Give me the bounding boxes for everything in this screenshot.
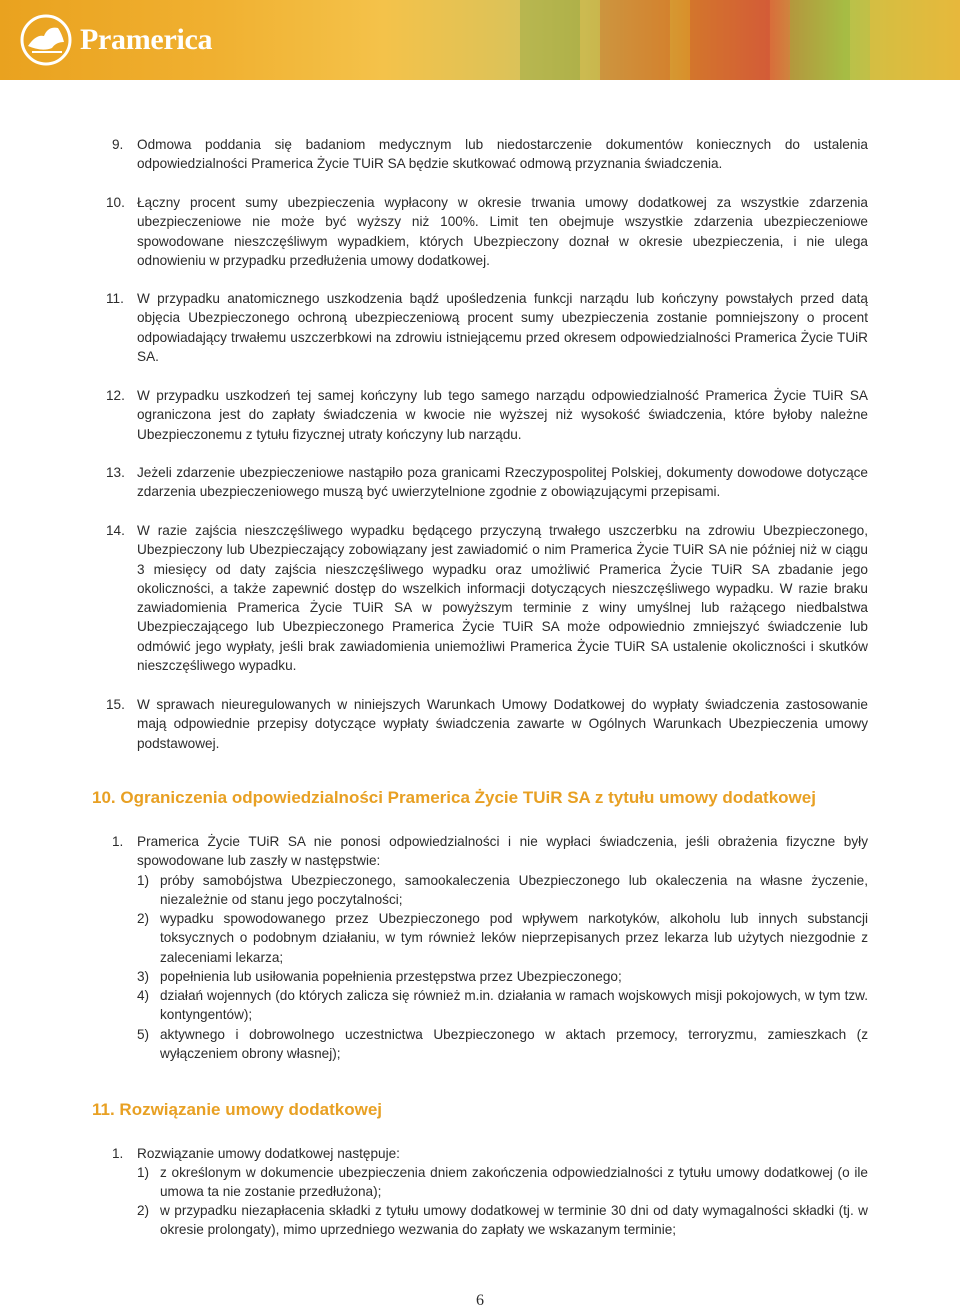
rock-of-gibraltar-icon [18, 12, 74, 68]
banner-decoration [690, 0, 770, 80]
paragraph: W razie zajścia nieszczęśliwego wypadku będącego przyczyną trwałego uszczerbku na zdrowiu Ubezpieczonego, Ubezpieczony lub Ubezpieczający zobowiązany jest zawiadomić o nim Pramerica Życie TUiR SA nie później niż w ciągu 3 miesięcy od daty zajścia nieszczęśliwego wypadku oraz umożliwić Pramerica Życie TUiR SA zbadanie jego okoliczności, a także zapewnić dostęp do wszelkich informacji dotyczących nieszczęśliwego wypadku. W razie braku zawiadomienia Pramerica Życie TUiR SA w powyższym terminie z winy umyślnej lub rażącego niedbalstwa Ubezpieczającego lub Ubezpieczonego Pramerica Życie TUiR SA może odpowiednio zmniejszyć świadczenie lub odmówić jego wypłaty, jeśli brak zawiadomienia uniemożliwi Pramerica Życie TUiR SA ustalenie okoliczności i skutków nieszczęśliwego wypadku. [137, 523, 868, 674]
paragraph: Pramerica Życie TUiR SA nie ponosi odpowiedzialności i nie wypłaci świadczenia, jeśli obrażenia fizyczne były spowodowane lub zaszły w następstwie: [137, 834, 868, 869]
sub-item-number: 1) [137, 873, 150, 888]
item-number: 12. [106, 388, 125, 403]
logo[interactable] [18, 10, 212, 70]
sub-item: w przypadku niezapłacenia składki z tytułu umowy dodatkowej w terminie 30 dni od daty wymagalności składki (tj. w okresie prolongaty), mimo uprzedniego wezwania do zapłaty we wskazanym terminie; [160, 1203, 868, 1238]
banner-decoration [600, 0, 670, 80]
item-number: 14. [106, 523, 125, 538]
banner-decoration [790, 0, 850, 80]
paragraph: W przypadku anatomicznego uszkodzenia bądź upośledzenia funkcji narządu lub kończyny powstałych przed datą objęcia Ubezpieczonego ochroną ubezpieczeniową procent sumy ubezpieczenia zostanie pomniejszony o procent odpowiadający trwałemu uszczerbkowi na zdrowiu istniejącemu przed okresem odpowiedzialności Pramerica Życie TUiR SA. [137, 291, 868, 364]
sub-item-number: 5) [137, 1027, 150, 1042]
sub-item: działań wojennych (do których zalicza się również m.in. działania w ramach wojskowych misji pokojowych, w tym tzw. kontyngentów); [160, 988, 868, 1023]
item-number: 1. [112, 834, 124, 849]
sub-item: aktywnego i dobrowolnego uczestnictwa Ubezpieczonego w aktach przemocy, terroryzmu, zamieszkach (z wyłączeniem obrony własnej); [160, 1027, 868, 1062]
paragraph: Odmowa poddania się badaniom medycznym lub niedostarczenie dokumentów koniecznych do ustalenia odpowiedzialności Pramerica Życie TUiR SA będzie skutkować odmową przyznania świadczenia. [137, 137, 868, 172]
item-number: 9. [112, 137, 124, 152]
item-number: 11. [106, 291, 124, 306]
sub-item-number: 3) [137, 969, 150, 984]
sub-item: z określonym w dokumencie ubezpieczenia dniem zakończenia odpowiedzialności z tytułu umowy dodatkowej (o ile umowa ta nie zostanie przedłużona); [160, 1165, 868, 1200]
page-number: 6 [476, 1292, 484, 1309]
sub-item-number: 2) [137, 911, 150, 926]
sub-item-number: 1) [137, 1165, 150, 1180]
section-heading: 11. Rozwiązanie umowy dodatkowej [92, 1100, 383, 1119]
sub-item-number: 4) [137, 988, 150, 1003]
item-number: 13. [106, 465, 125, 480]
banner-decoration [520, 0, 580, 80]
header-banner [0, 0, 960, 80]
sub-item: popełnienia lub usiłowania popełnienia przestępstwa przez Ubezpieczonego; [160, 969, 622, 984]
sub-item: próby samobójstwa Ubezpieczonego, samookaleczenia Ubezpieczonego lub okaleczenia na własne życzenie, niezależnie od stanu jego poczytalności; [160, 873, 868, 908]
section-heading: 10. Ograniczenia odpowiedzialności Pramerica Życie TUiR SA z tytułu umowy dodatkowej [92, 788, 816, 807]
paragraph: Jeżeli zdarzenie ubezpieczeniowe nastąpiło poza granicami Rzeczypospolitej Polskiej, dokumenty dowodowe dotyczące zdarzenia ubezpieczeniowego muszą być uwierzytelnione zgodnie z obowiązującymi przepisami. [137, 465, 868, 500]
sub-item: wypadku spowodowanego przez Ubezpieczonego pod wpływem narkotyków, alkoholu lub innych substancji toksycznych o podobnym działaniu, w tym również leków nieprzepisanych przez lekarza lub użytych niezgodnie z zaleceniami lekarza; [160, 911, 868, 965]
sub-item-number: 2) [137, 1203, 150, 1218]
brand-name: Pramerica [80, 23, 213, 56]
paragraph: W sprawach nieuregulowanych w niniejszych Warunkach Umowy Dodatkowej do wypłaty świadczenia zastosowanie mają odpowiednie przepisy dotyczące wypłaty świadczenia zawarte w Ogólnych Warunkach Ubezpieczenia umowy podstawowej. [137, 697, 868, 751]
banner-decoration [870, 0, 960, 80]
paragraph: W przypadku uszkodzeń tej samej kończyny lub tego samego narządu odpowiedzialność Pramerica Życie TUiR SA ograniczona jest do zapłaty świadczenia w kwocie nie wyższej niż wysokość świadczenia, które byłoby należne Ubezpieczonemu z tytułu fizycznej utraty kończyny lub narządu. [137, 388, 868, 442]
paragraph: Rozwiązanie umowy dodatkowej następuje: [137, 1146, 400, 1161]
item-number: 10. [106, 195, 125, 210]
paragraph: Łączny procent sumy ubezpieczenia wypłacony w okresie trwania umowy dodatkowej za wszystkie zdarzenia ubezpieczeniowe nie może być wyższy niż 100%. Limit ten obejmuje wszystkie zdarzenia ubezpieczeniowe spowodowane nieszczęśliwym wypadkiem, których Ubezpieczony doznał w okresie ubezpieczenia, i nie ulega odnowieniu w przypadku przedłużenia umowy dodatkowej. [137, 195, 868, 268]
item-number: 15. [106, 697, 125, 712]
item-number: 1. [112, 1146, 124, 1161]
